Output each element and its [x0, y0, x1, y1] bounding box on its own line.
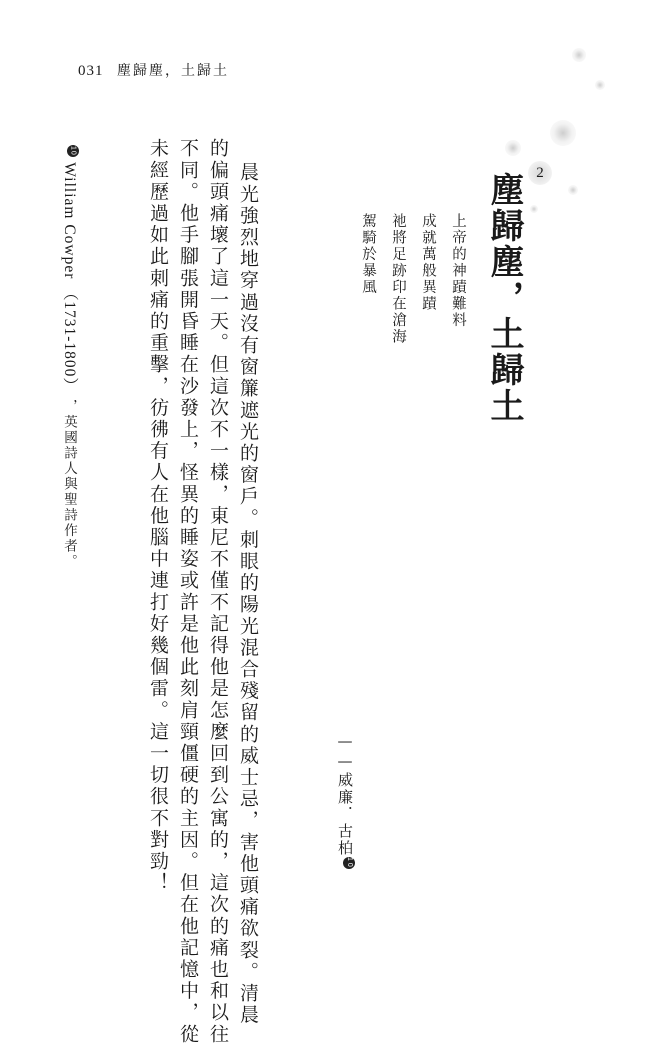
epigraph-attribution	[335, 732, 356, 869]
attribution-text: ——威廉．古柏	[336, 732, 354, 857]
body-column: 的偏頭痛壞了這一天。但這次不一樣，東尼不僅不記得他是怎麼回到公寓的，這次的痛也和以往	[207, 138, 229, 1045]
footnote	[58, 145, 80, 570]
decorative-bokeh	[505, 140, 521, 156]
note-marker: 10	[343, 857, 355, 869]
footnote-text: ，英國詩人與聖詩作者。	[61, 399, 77, 570]
decorative-bokeh	[568, 185, 578, 195]
decorative-bokeh	[550, 120, 576, 146]
epigraph-line: 上帝的神蹟難料	[450, 213, 466, 329]
body-column: 不同。他手腳張開昏睡在沙發上，怪異的睡姿或許是他此刻肩頸僵硬的主因。但在他記憶中，從	[177, 138, 199, 1045]
decorative-bokeh	[595, 80, 605, 90]
epigraph-line: 祂將足跡印在滄海	[390, 213, 406, 345]
decorative-bokeh	[530, 205, 538, 213]
body-column: 未經歷過如此刺痛的重擊，彷彿有人在他腦中連打好幾個雷。這一切很不對勁！	[147, 138, 169, 894]
footnote-dates: （1731-1800）	[61, 284, 78, 394]
epigraph-line: 成就萬般異蹟	[420, 213, 436, 312]
running-title: 塵歸塵，土歸土	[116, 63, 229, 79]
page-number: 031	[78, 63, 104, 79]
running-header	[78, 60, 229, 80]
footnote-name: William Cowper	[61, 162, 78, 280]
body-column: 晨光強烈地穿過沒有窗簾遮光的窗戶。刺眼的陽光混合殘留的威士忌，害他頭痛欲裂。清晨	[237, 162, 259, 1026]
footnote-marker: 10	[67, 145, 79, 157]
decorative-bokeh	[572, 48, 586, 62]
epigraph-line: 駕騎於暴風	[360, 213, 376, 296]
chapter-number: 2	[528, 161, 552, 185]
chapter-title: 塵歸塵，土歸土	[484, 172, 524, 424]
